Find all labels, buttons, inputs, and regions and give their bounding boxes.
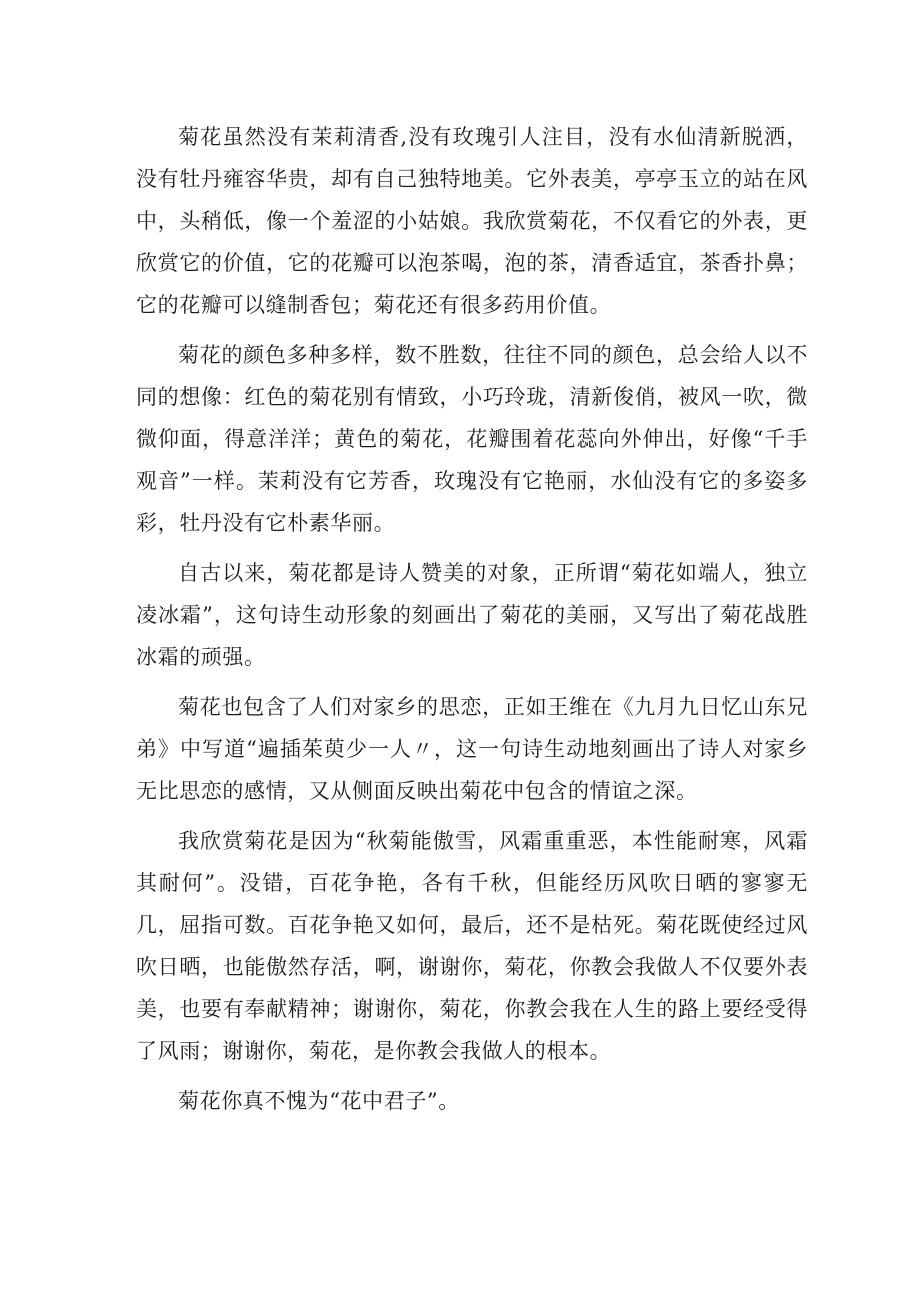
paragraph-5: 我欣赏菊花是因为“秋菊能傲雪，风霜重重恶，本性能耐寒，风霜其耐何”。没错，百花争艳，各有千秋，但能经历风吹日晒的寥寥无几，屈指可数。百花争艳又如何，最后，还不是枯死。菊花既使经过风吹日晒，也能傲然存活，啊，谢谢你，菊花，你教会我做人不仅要外表美，也要有奉献精神；谢谢你，菊花，你教会我在人生的路上要经受得了风雨；谢谢你，菊花，是你教会我做人的根本。 [136,829,808,1063]
paragraph-3: 自古以来，菊花都是诗人赞美的对象，正所谓“菊花如端人，独立凌冰霜”，这句诗生动形象的刻画出了菊花的美丽，又写出了菊花战胜冰霜的顽强。 [136,561,808,669]
paragraph-2: 菊花的颜色多种多样，数不胜数，往往不同的颜色，总会给人以不同的想像：红色的菊花别有情致，小巧玲珑，清新俊俏，被风一吹，微微仰面，得意洋洋；黄色的菊花，花瓣围着花蕊向外伸出，好像“千手观音”一样。茉莉没有它芳香，玫瑰没有它艳丽，水仙没有它的多姿多彩，牡丹没有它朴素华丽。 [136,343,808,535]
paragraph-4: 菊花也包含了人们对家乡的思恋，正如王维在《九月九日忆山东兄弟》中写道“遍插茱萸少一人〃，这一句诗生动地刻画出了诗人对家乡无比思恋的感情，又从侧面反映出菊花中包含的情谊之深。 [136,695,808,803]
paragraph-1: 菊花虽然没有茉莉清香,没有玫瑰引人注目，没有水仙清新脱洒，没有牡丹雍容华贵，却有自己独特地美。它外表美，亭亭玉立的站在风中，头稍低，像一个羞涩的小姑娘。我欣赏菊花，不仅看它的外表，更欣赏它的价值，它的花瓣可以泡茶喝，泡的茶，清香适宜，茶香扑鼻；它的花瓣可以缝制香包；菊花还有很多药用价值。 [136,125,808,317]
essay-body [136,116,808,1130]
paragraph-6: 菊花你真不愧为“花中君子”。 [178,1089,460,1113]
